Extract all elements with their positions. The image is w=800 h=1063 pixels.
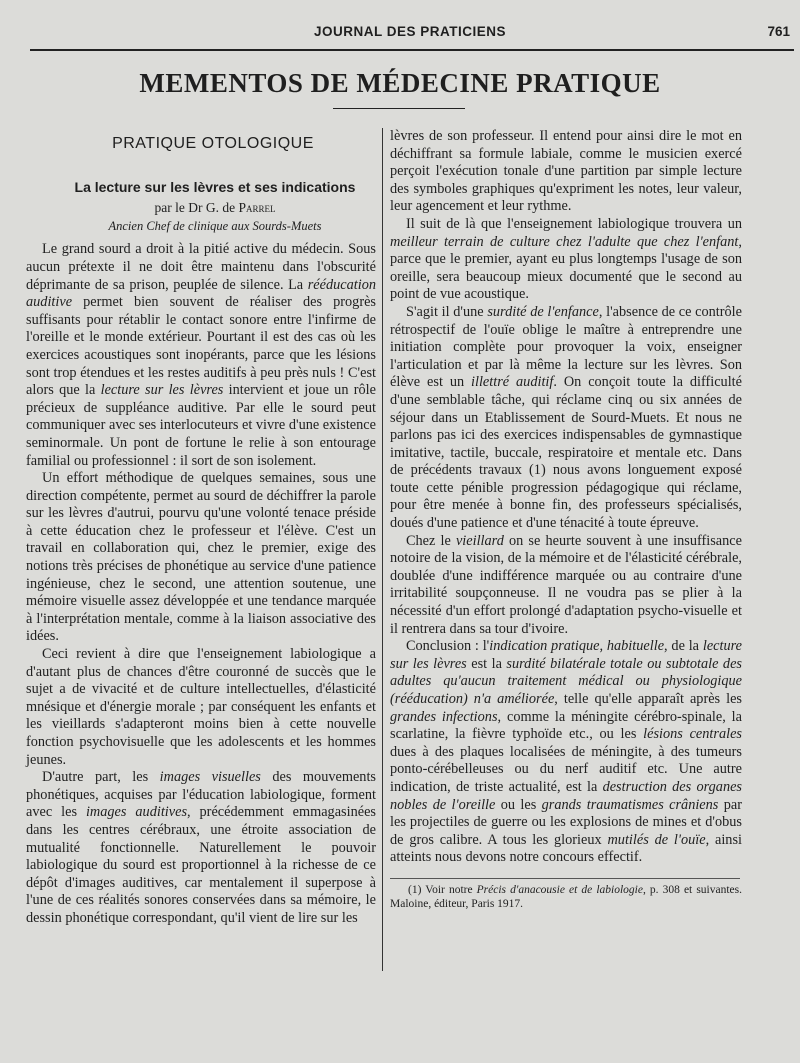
page-number: 761 [767,24,790,39]
paragraph: lèvres de son professeur. Il entend pour ainsi dire le mot en déchiffrant sa formule labiale, comme le musicien exercé perçoit l'exécution tonale d'une partition par simple lecture des symboles graphiques qu'expriment les notes, leur valeur, leur agencement et leur rythme. [390,128,742,215]
section-title: PRATIQUE OTOLOGIQUE [112,135,314,152]
paragraph: S'agit il d'une surdité de l'enfance, l'absence de ce contrôle rétrospectif de l'ouïe oblige le maître à entreprendre une initiation complète pour provoquer la voix, enseigner l'articulation et par là même la lecture sur les lèvres. Son élève est un illettré auditif. On conçoit toute la difficulté d'une semblable tâche, qui réclame cinq ou six années de séjour dans un Etablissement de Sourd-Muets. Et nous ne parlons pas ici des exercices indispensables de gymnastique imitative, tactile, buccale, respiratoire et mentale etc. Dans de précédents travaux (1) nous avons longuement exposé toute cette pénible progression pédagogique qui réclame, pour être menée à bonne fin, des professeurs spécialisés, doués d'une patience et d'une ténacité à toute épreuve. [390,303,742,532]
header-rule [30,49,794,51]
paragraph: D'autre part, les images visuelles des mouvements phonétiques, acquises par l'éducation labiologique, forment avec les images auditives, précédemment emmagasinées dans les centres cérébraux, une étroite association de mutualité fonctionnelle. Naturellement le pouvoir labiologique du sourd est proportionnel à la richesse de ce dépôt d'images auditives, car mentalement il superpose à l'une de ces réalités sonores conservées dans sa mémoire, le dessin phonétique correspondant, qu'il vient de lire sur les [26,769,376,926]
column-divider [382,128,383,971]
author-affiliation: Ancien Chef de clinique aux Sourds-Muets [108,218,322,233]
byline-prefix: par le Dr G. de [154,200,239,216]
journal-name: JOURNAL DES PRATICIENS [313,24,507,39]
paragraph: Chez le vieillard on se heurte souvent à une insuffisance notoire de la vision, de la mémoire et de l'élasticité cérébrale, doublée d'une indifférence marquée ou au contraire d'une irritabilité soupçonneuse. Il ne voudra pas se plier à la nécessité d'un effort prolongé d'adaptation psycho-visuelle et il rentrera dans sa tour d'ivoire. [390,532,742,637]
paragraph: Ceci revient à dire que l'enseignement labiologique a d'autant plus de chances d'être couronné de succès que le sujet a de vivacité et de culture intellectuelles, d'élasticité mnésique et d'énergie morale ; par conséquent les enfants et les vieillards s'adapteront moins bien à cette nouvelle fonction psychovisuelle que les adolescents et les hommes jeunes. [26,646,376,768]
article-title: La lecture sur les lèvres et ses indications [74,178,356,195]
footnote: (1) Voir notre Précis d'anacousie et de labiologie, p. 308 et suivantes. Maloine, éditeur, Paris 1917. [390,883,742,910]
paragraph: Un effort méthodique de quelques semaines, sous une direction compétente, permet au sourd de déchiffrer la parole sur les lèvres d'autrui, pourvu qu'une volonté tenace préside à cette éducation chez le professeur et l'élève. C'est un travail en collaboration qui, chez le premier, exige des notions très précises de phonétique au service d'une patience ingénieuse, chez le second, une attention soutenue, une mémoire visuelle assez développée et une tendance marquée à l'interprétation mentale, comme à la liaison associative des idées. [26,470,376,645]
right-column [390,128,742,911]
paragraph: Le grand sourd a droit à la pitié active du médecin. Sous aucun prétexte il ne doit être maintenu dans l'obscurité déprimante de sa prison, peuplée de silence. La rééducation auditive permet bien souvent de réaliser des progrès suffisants pour rétablir le contact sonore entre l'infirme de l'oreille et le monde extérieur. Pourtant il est des cas où les exercices acoustiques sont inopérants, parce que les lésions sont trop étendues et les restes auditifs à peu près nuls ! C'est alors que la lecture sur les lèvres intervient et joue un rôle précieux de suppléance auditive. Par elle le sourd peut communiquer avec ses interlocuteurs et vivre d'une existence seminormale. Un pont de fortune le relie à son entourage familial ou professionnel : il sort de son isolement. [26,241,376,469]
title-rule [333,108,465,109]
author-name: Parrel [238,200,276,216]
footnote-rule [390,878,740,879]
paragraph: Il suit de là que l'enseignement labiologique trouvera un meilleur terrain de culture chez l'adulte que chez l'enfant, parce que le premier, ayant eu plus longtemps l'usage de son oreille, sera beaucoup mieux documenté que le second au point de vue acoustique. [390,215,742,303]
main-title: MEMENTOS DE MÉDECINE PRATIQUE [139,68,661,98]
running-head [30,24,790,46]
paragraph: Conclusion : l'indication pratique, habituelle, de la lecture sur les lèvres est la surdité bilatérale totale ou subtotale des adultes qu'aucun traitement médical ou physiologique (rééducation) n'a améliorée, telle qu'elle apparaît après les grandes infections, comme la méningite cérébro-spinale, la scarlatine, la fièvre typhoïde etc., ou les lésions centrales dues à des plaques localisées de méningite, à des tumeurs ponto-cérébelleuses ou du nerf auditif etc. Une autre indication, de triste actualité, est la destruction des organes nobles de l'oreille ou les grands traumatismes crâniens par les projectiles de guerre ou les explosions de mines et d'obus de gros calibre. A tous les glorieux mutilés de l'ouïe, ainsi atteints nous devons notre concours effectif. [390,638,743,866]
byline [54,199,376,217]
left-column [26,128,376,928]
